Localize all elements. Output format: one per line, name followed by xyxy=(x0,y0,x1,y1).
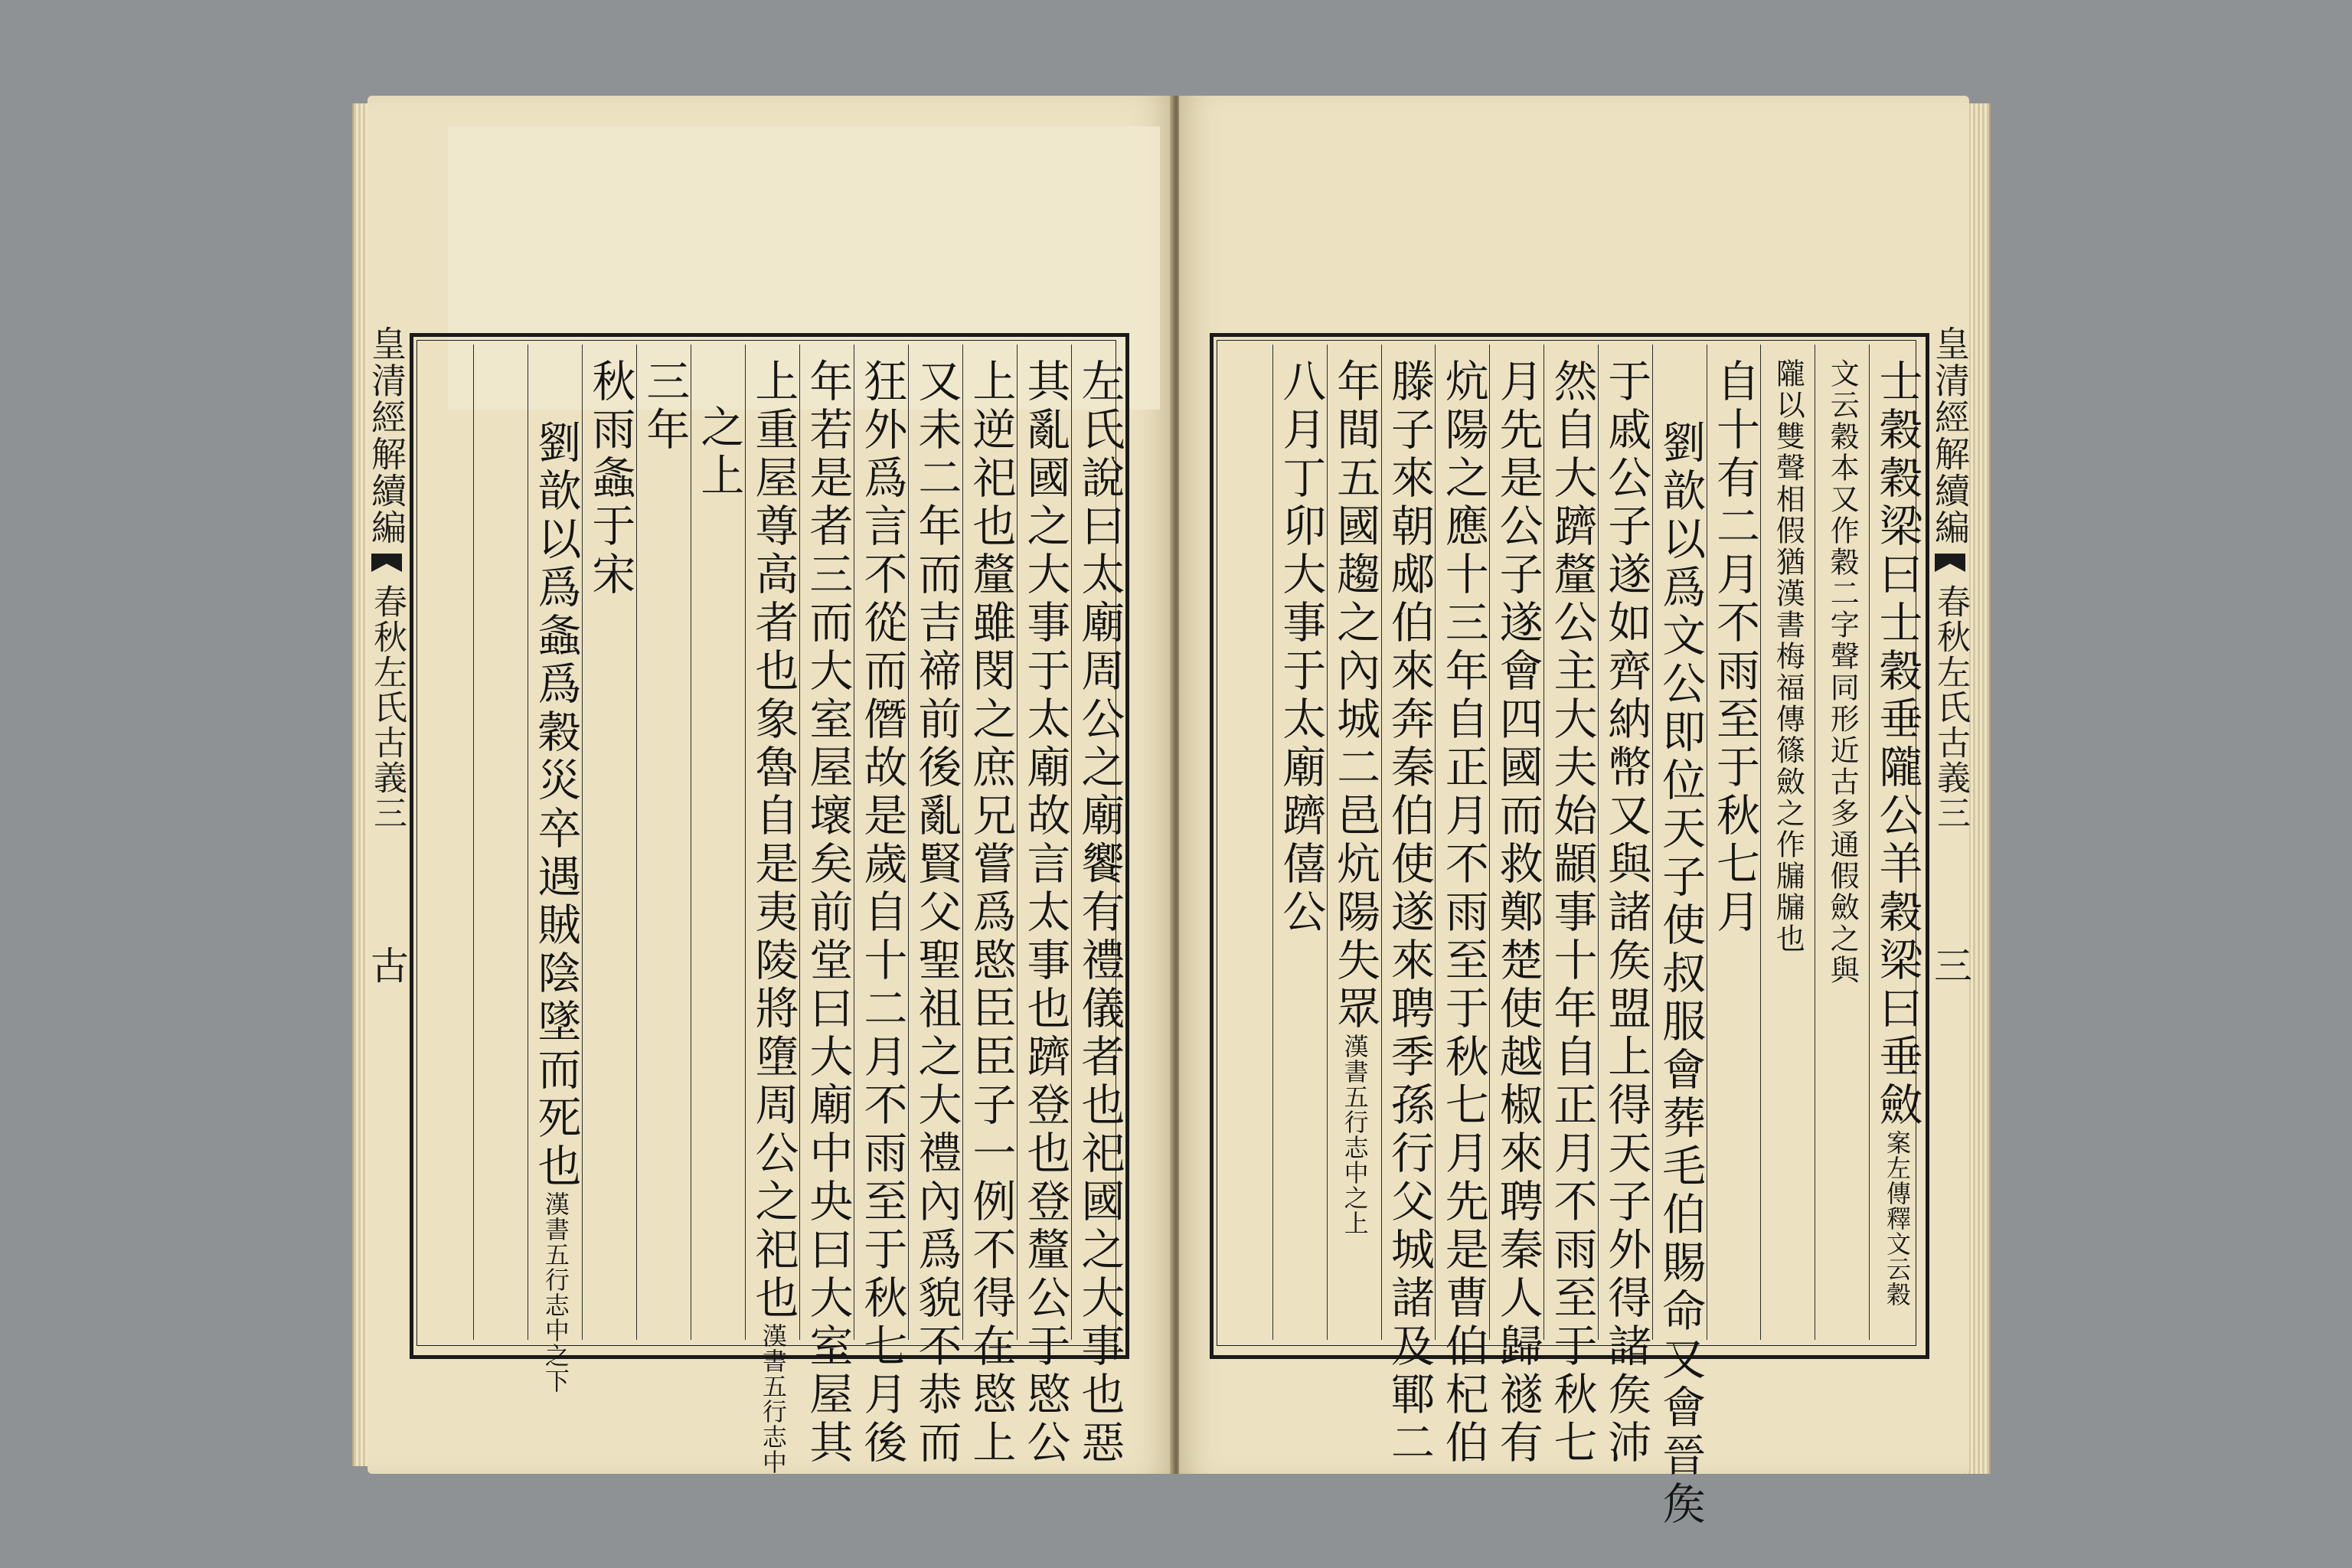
column-text: 月先是公子遂會四國而救鄭楚使越椒來聘秦人歸禭有 xyxy=(1492,358,1544,1468)
right-center-strip xyxy=(1928,325,1972,1367)
text-column xyxy=(1017,345,1071,1468)
column-text: 年若是者三而大室屋壞矣前堂曰大廟中央曰大室屋其 xyxy=(802,358,853,1468)
banxin-subtitle: 春秋左氏古義三 xyxy=(1931,584,1970,831)
column-text: 年間五國趨之內城二邑炕陽失眾漢書五行志中之上 xyxy=(1329,358,1380,1236)
text-column xyxy=(1598,345,1652,1468)
column-text: 上逆祀也釐雖閔之庶兄嘗爲愍臣臣子一例不得在愍上 xyxy=(965,358,1016,1468)
column-annotation: 漢書五行志中 xyxy=(758,1323,788,1475)
column-text: 三年 xyxy=(639,358,690,455)
banxin-title: 皇清經解續編 xyxy=(366,325,407,546)
text-column xyxy=(1327,345,1381,1340)
column-text: 滕子來朝郕伯來奔秦伯使遂來聘季孫行父城諸及鄆二 xyxy=(1383,358,1435,1468)
text-column xyxy=(1815,345,1869,1340)
text-column xyxy=(962,345,1017,1468)
column-text: 于戚公子遂如齊納幣又與諸矦盟上得天子外得諸矦沛 xyxy=(1600,358,1651,1468)
right-text-columns xyxy=(1219,345,1923,1529)
left-page xyxy=(364,96,1171,1475)
open-book xyxy=(352,96,1991,1529)
column-text: 八月丁卯大事于太廟躋僖公 xyxy=(1275,358,1326,937)
text-column xyxy=(1760,345,1815,1340)
page-number: 三 xyxy=(1928,946,1972,984)
column-text: 之上 xyxy=(693,404,744,501)
column-text: 左氏說曰太廟周公之廟饗有禮儀者也祀國之大事也惡 xyxy=(1073,358,1125,1468)
text-column xyxy=(1071,345,1125,1468)
column-text: 炕陽之應十三年自正月不雨至于秋七月先是曹伯杞伯 xyxy=(1438,358,1489,1468)
column-text: 隴以雙聲相假猶漢書梅福傳篠斂之作牖牖也 xyxy=(1771,358,1805,955)
text-column xyxy=(1381,345,1436,1468)
banxin-title: 皇清經解續編 xyxy=(1929,325,1971,546)
text-column xyxy=(691,345,745,1340)
text-column xyxy=(1869,345,1923,1340)
text-column xyxy=(854,345,908,1468)
text-column xyxy=(1435,345,1489,1468)
column-text: 然自大躋釐公主大夫始顓事十年自正月不雨至于秋七 xyxy=(1546,358,1597,1468)
text-column xyxy=(636,345,691,1340)
left-center-strip xyxy=(364,325,409,1367)
column-text: 上重屋尊高者也象魯自是夷陵將墮周公之祀也漢書五行志中 xyxy=(747,358,799,1475)
text-column xyxy=(1489,345,1544,1468)
text-column xyxy=(420,345,473,1340)
column-annotation: 漢書五行志中之上 xyxy=(1340,1034,1370,1236)
text-column xyxy=(1272,345,1327,1340)
fish-tail-mark xyxy=(371,554,402,572)
column-text: 自十有二月不雨至于秋七月 xyxy=(1709,358,1760,937)
banxin-subtitle: 春秋左氏古義三 xyxy=(368,584,407,831)
text-column xyxy=(745,345,799,1475)
text-column xyxy=(473,345,528,1340)
column-text: 劉歆以爲文公即位天子使叔服會葬毛伯賜命又會晉矦 xyxy=(1655,420,1706,1529)
column-text: 劉歆以爲螽爲穀災卒遇賊陰墜而死也漢書五行志中之下 xyxy=(530,420,581,1393)
text-column xyxy=(1544,345,1598,1468)
fish-tail-mark xyxy=(1935,554,1965,572)
text-column xyxy=(908,345,962,1468)
column-text: 文云穀本又作穀二字聲同形近古多通假斂之與 xyxy=(1825,358,1860,986)
page-number: 古 xyxy=(364,946,409,984)
text-column xyxy=(1219,345,1272,1340)
text-column xyxy=(799,345,854,1468)
column-text: 又未二年而吉禘前後亂賢父聖祖之大禮內爲貌不恭而 xyxy=(910,358,962,1468)
column-annotation: 漢書五行志中之下 xyxy=(541,1191,570,1393)
text-column xyxy=(528,345,582,1393)
right-page xyxy=(1179,96,1972,1529)
column-text: 狂外爲言不從而僭故是歲自十二月不雨至于秋七月後 xyxy=(856,358,907,1468)
text-column xyxy=(1707,345,1761,1340)
column-text: 其亂國之大事于太廟故言太事也躋登也登釐公于愍公 xyxy=(1019,358,1070,1468)
column-text: 士穀穀梁曰士穀垂隴公羊穀梁曰垂斂案左傳釋文云穀 xyxy=(1872,358,1922,1307)
column-annotation: 案左傳釋文云穀 xyxy=(1883,1130,1912,1307)
text-column xyxy=(1652,345,1707,1529)
text-column xyxy=(582,345,636,1340)
left-text-columns xyxy=(420,345,1125,1475)
column-text: 秋雨螽于宋 xyxy=(584,358,635,599)
